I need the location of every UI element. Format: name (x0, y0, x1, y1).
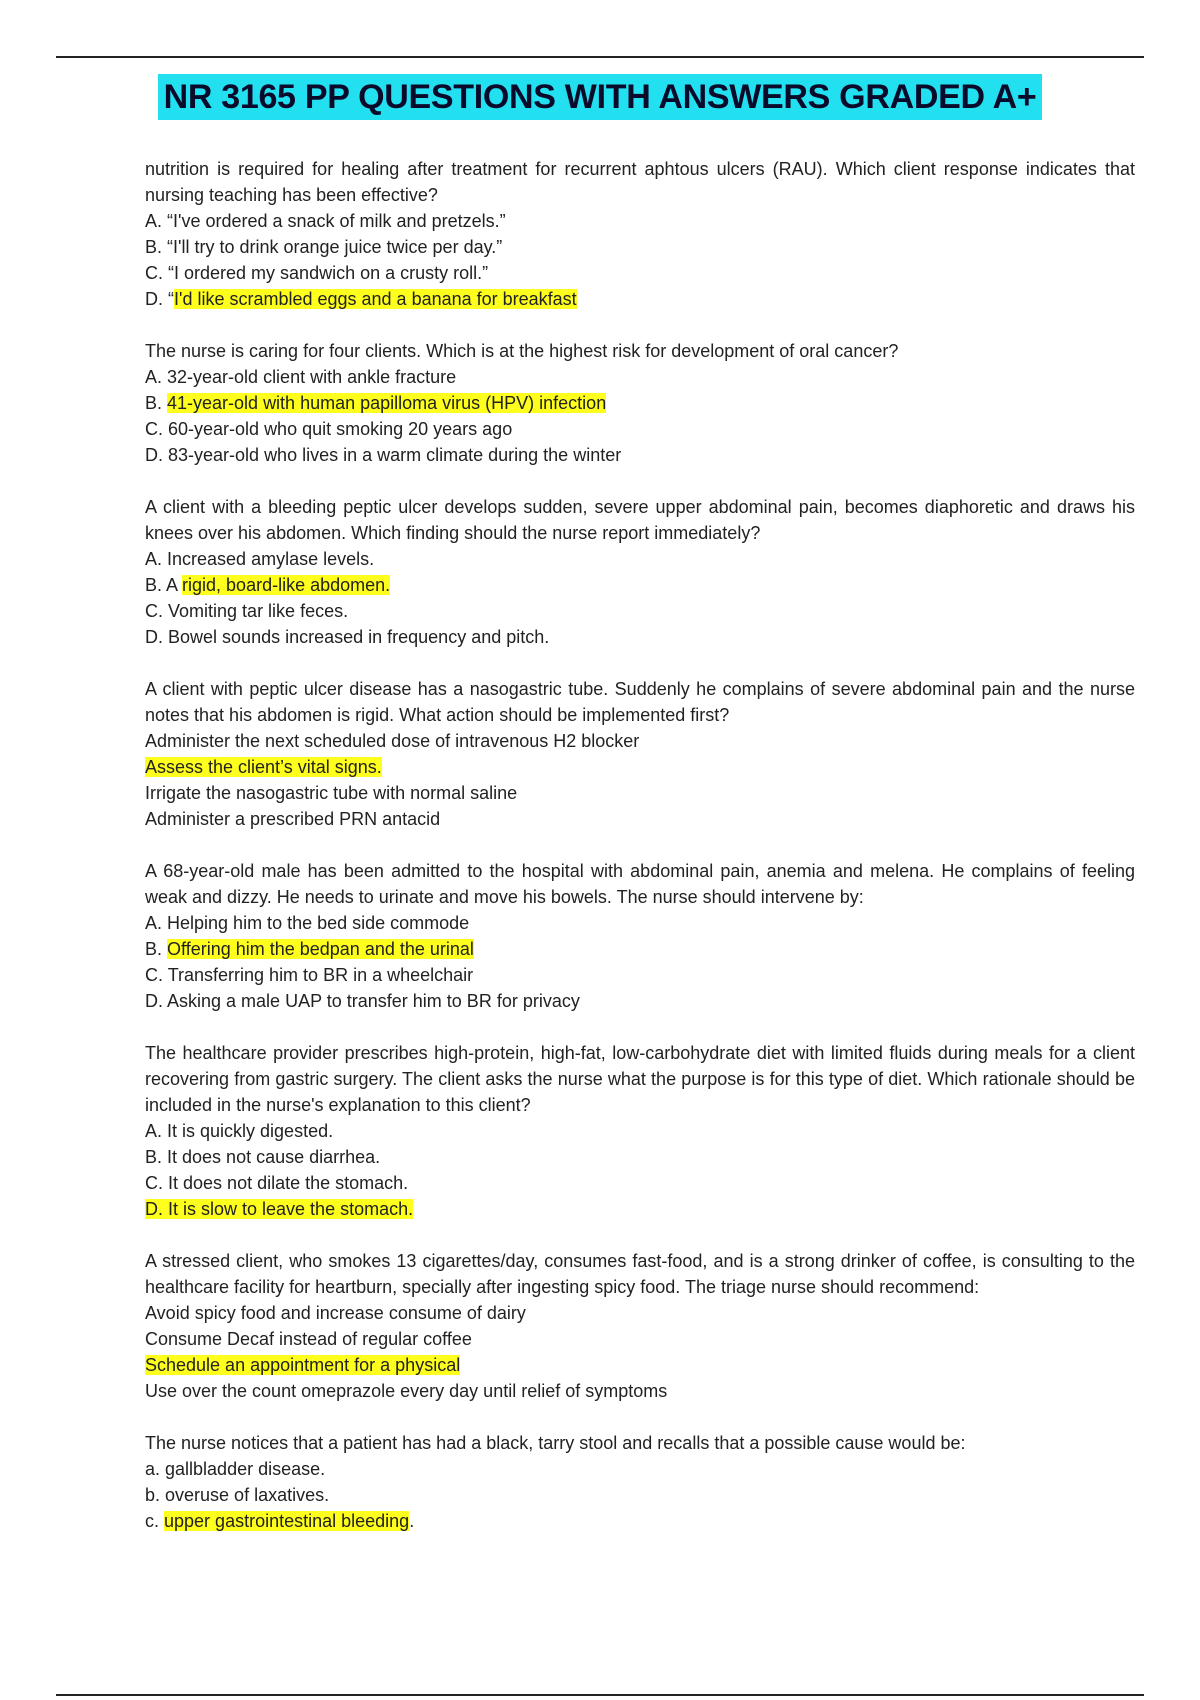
question-3 (145, 494, 1135, 650)
question-4 (145, 676, 1135, 832)
option-b: B. “I'll try to drink orange juice twice per day.” (145, 237, 503, 257)
bottom-rule (56, 1694, 1144, 1696)
option-b-correct: B. 41-year-old with human papilloma virus (HPV) infection (145, 393, 607, 413)
option-c: C. “I ordered my sandwich on a crusty roll.” (145, 263, 489, 283)
option-a: A. It is quickly digested. (145, 1121, 334, 1141)
question-stem: The healthcare provider prescribes high-protein, high-fat, low-carbohydrate diet with limited fluids during meals for a client recovering from gastric surgery. The client asks the nurse what the purpose is for this type of diet. Which rationale should be included in the nurse's explanation to this client? (145, 1043, 1135, 1115)
answer-highlight: I'd like scrambled eggs and a banana for breakfast (174, 289, 577, 309)
question-6 (145, 1040, 1135, 1222)
option-d: D. Bowel sounds increased in frequency and pitch. (145, 627, 550, 647)
answer-highlight: Assess the client’s vital signs. (145, 757, 382, 777)
option-a: A. “I've ordered a snack of milk and pretzels.” (145, 211, 506, 231)
question-stem: A 68-year-old male has been admitted to the hospital with abdominal pain, anemia and melena. He complains of feeling weak and dizzy. He needs to urinate and move his bowels. The nurse should intervene by: (145, 861, 1135, 907)
question-stem: A client with a bleeding peptic ulcer develops sudden, severe upper abdominal pain, becomes diaphoretic and draws his knees over his abdomen. Which finding should the nurse report immediately? (145, 497, 1135, 543)
question-7 (145, 1248, 1135, 1404)
option-c: C. It does not dilate the stomach. (145, 1173, 409, 1193)
option-2: Consume Decaf instead of regular coffee (145, 1329, 472, 1349)
question-stem: The nurse is caring for four clients. Which is at the highest risk for development of oral cancer? (145, 341, 899, 361)
option-1: Avoid spicy food and increase consume of dairy (145, 1303, 526, 1323)
top-rule (56, 56, 1144, 58)
option-c: C. Transferring him to BR in a wheelchair (145, 965, 474, 985)
question-5 (145, 858, 1135, 1014)
option-4: Administer a prescribed PRN antacid (145, 809, 441, 829)
answer-highlight: 41-year-old with human papilloma virus (HPV) infection (167, 393, 607, 413)
question-2 (145, 338, 1135, 468)
answer-highlight: upper gastrointestinal bleeding (164, 1511, 410, 1531)
answer-highlight: Offering him the bedpan and the urinal (167, 939, 474, 959)
option-b: B. It does not cause diarrhea. (145, 1147, 381, 1167)
option-d-correct (145, 1196, 1135, 1222)
option-c: C. 60-year-old who quit smoking 20 years ago (145, 419, 513, 439)
option-1: Administer the next scheduled dose of intravenous H2 blocker (145, 731, 640, 751)
option-2-correct (145, 754, 1135, 780)
option-a: a. gallbladder disease. (145, 1459, 326, 1479)
answer-highlight: D. It is slow to leave the stomach. (145, 1199, 414, 1219)
question-stem: A stressed client, who smokes 13 cigarettes/day, consumes fast-food, and is a strong drinker of coffee, is consulting to the healthcare facility for heartburn, specially after ingesting spicy food. The triage nurse should recommend: (145, 1251, 1135, 1297)
option-b: b. overuse of laxatives. (145, 1485, 330, 1505)
option-a: A. 32-year-old client with ankle fracture (145, 367, 457, 387)
option-d-correct: D. “I'd like scrambled eggs and a banana for breakfast (145, 289, 577, 309)
question-stem: The nurse notices that a patient has had a black, tarry stool and recalls that a possible cause would be: (145, 1433, 966, 1453)
title-container (0, 74, 1200, 120)
answer-highlight: rigid, board-like abdomen. (182, 575, 391, 595)
option-3: Irrigate the nasogastric tube with normal saline (145, 783, 518, 803)
option-a: A. Increased amylase levels. (145, 549, 375, 569)
option-d: D. Asking a male UAP to transfer him to BR for privacy (145, 991, 580, 1011)
question-8 (145, 1430, 1135, 1534)
option-a: A. Helping him to the bed side commode (145, 913, 470, 933)
question-stem: A client with peptic ulcer disease has a nasogastric tube. Suddenly he complains of severe abdominal pain and the nurse notes that his abdomen is rigid. What action should be implemented first? (145, 679, 1135, 725)
question-stem: nutrition is required for healing after treatment for recurrent aphtous ulcers (RAU). Which client response indicates that nursing teaching has been effective? (145, 159, 1135, 205)
answer-highlight: Schedule an appointment for a physical (145, 1355, 461, 1375)
question-1 (145, 156, 1135, 312)
option-4: Use over the count omeprazole every day until relief of symptoms (145, 1381, 668, 1401)
option-b-correct: B. A rigid, board-like abdomen. (145, 575, 391, 595)
option-b-correct: B. Offering him the bedpan and the urinal (145, 939, 474, 959)
question-list (145, 156, 1135, 1560)
option-c-correct: c. upper gastrointestinal bleeding. (145, 1511, 415, 1531)
option-3-correct (145, 1352, 1135, 1378)
document-title: NR 3165 PP QUESTIONS WITH ANSWERS GRADED A+ (158, 74, 1043, 120)
option-d: D. 83-year-old who lives in a warm climate during the winter (145, 445, 622, 465)
option-c: C. Vomiting tar like feces. (145, 601, 349, 621)
